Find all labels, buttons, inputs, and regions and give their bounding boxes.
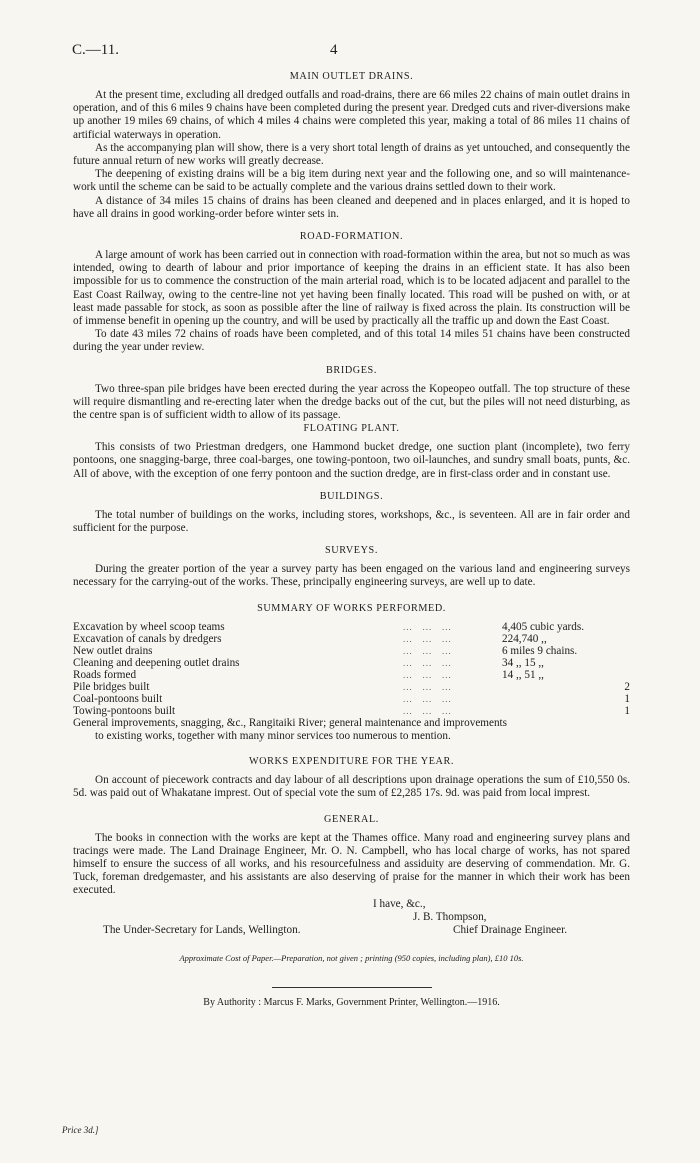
summary-general-line: General improvements, snagging, &c., Rangitaiki River; general maintenance and improvements [73, 716, 508, 729]
paragraph: On account of piecework contracts and day labour of all descriptions upon drainage operations the sum of £10,550 0s. 5d. was paid out of Whakatane imprest. Out of special vote the sum of £2,285 17s. 9d. was paid from local imprest. [73, 774, 630, 800]
heading-floating-plant: FLOATING PLANT. [303, 423, 400, 435]
paragraph: At the present time, excluding all dredged outfalls and road-drains, there are 66 miles 22 chains of main outlet drains in operation, and of this 6 miles 9 chains have been completed during the present year. Dredged cuts and river-diversions make up another 19 miles 69 chains, of which 4 miles 4 chains were completed this year, making a total of 86 miles 11 chains of artificial waterways in operation. [73, 89, 630, 141]
heading-surveys: SURVEYS. [325, 545, 378, 557]
heading-road-formation: ROAD-FORMATION. [299, 231, 404, 243]
table-row: Coal-pontoons built ... ... ... 1 [73, 692, 630, 705]
price-note: Price 3d.] [62, 1125, 99, 1135]
heading-general: GENERAL. [324, 813, 379, 825]
addressee: The Under-Secretary for Lands, Wellington. [103, 923, 301, 936]
paragraph: During the greater portion of the year a survey party has been engaged on the various land and engineering surveys necessary for the carrying-out of the works. These, principally engineering surveys, are well up to date. [73, 563, 630, 589]
row-label: Pile bridges built [73, 680, 150, 693]
row-label: New outlet drains [73, 644, 153, 657]
paragraph: To date 43 miles 72 chains of roads have been completed, and of this total 14 miles 51 chains have been constructed during the year under review. [73, 328, 630, 354]
page-number: 4 [330, 42, 338, 58]
heading-bridges: BRIDGES. [326, 364, 377, 376]
row-value: 1 [624, 692, 630, 705]
row-label: Roads formed [73, 668, 137, 681]
heading-summary: SUMMARY OF WORKS PERFORMED. [257, 602, 446, 614]
paragraph: Two three-span pile bridges have been erected during the year across the Kopeopeo outfall. The top structure of these will require dismantling and re-erecting later when the dredge backs out of the cut, but the piles will not need disturbing, as the centre span is of sufficient width to allow of its passage. [73, 382, 630, 422]
paragraph: A distance of 34 miles 15 chains of drains has been cleaned and deepened and in places enlarged, and it is hoped to have all drains in good working-order before winter sets in. [73, 194, 630, 220]
table-row: Roads formed ... ... ... 14 ,, 51 ,, [73, 669, 630, 681]
signature-name: J. B. Thompson, [413, 910, 487, 923]
signature-title: Chief Drainage Engineer. [453, 923, 568, 936]
summary-table [73, 621, 630, 717]
printer-imprint: By Authority : Marcus F. Marks, Government Printer, Wellington.—1916. [203, 996, 500, 1008]
table-row: Towing-pontoons built ... ... ... 1 [73, 704, 630, 717]
paragraph: The total number of buildings on the works, including stores, workshops, &c., is seventeen. All are in fair order and sufficient for the purpose. [73, 508, 630, 535]
document-body [73, 70, 630, 1009]
table-row: Pile bridges built ... ... ... 2 [73, 680, 630, 693]
table-row: New outlet drains ... ... ... 6 miles 9 chains. [73, 645, 630, 657]
row-value: 6 miles 9 chains. [502, 644, 578, 657]
row-value: 14 ,, 51 ,, [502, 668, 544, 681]
heading-buildings: BUILDINGS. [319, 490, 384, 502]
document-code: C.—11. [72, 42, 119, 58]
heading-expenditure: WORKS EXPENDITURE FOR THE YEAR. [248, 756, 455, 768]
paragraph: This consists of two Priestman dredgers, one Hammond bucket dredge, one suction plant (incomplete), two ferry pontoons, one snagging-barge, three coal-barges, one towing-pontoon, two oil-launches, and sundry small boats, punts, &c. All of above, with the exception of one ferry pontoon and the suction dredge, are in first-class order and in constant use. [73, 441, 630, 480]
row-value: 2 [624, 680, 630, 693]
table-row: Excavation by wheel scoop teams ... ... ... 4,405 cubic yards. [73, 621, 630, 633]
signature-closing: I have, &c., [373, 897, 426, 910]
row-label: Excavation of canals by dredgers [73, 632, 222, 645]
footer-divider [272, 987, 432, 988]
row-value: 34 ,, 15 ,, [502, 656, 544, 669]
cost-note: Approximate Cost of Paper.—Preparation, not given ; printing (950 copies, including plan), £10 10s. [179, 952, 524, 963]
paragraph: A large amount of work has been carried out in connection with road-formation within the area, but not so much as was intended, owing to dearth of labour and prior importance of keeping the drains in an efficient state. It has also been impossible for us to commence the construction of the main arterial road, which is to be located adjacent and parallel to the East Coast Railway, owing to the centre-line not yet having been finally located. This road will be pushed on with, or at least made passable for stock, as soon as possible after the line of railway is fixed across the plain. Its construction will be of immense benefit in opening up the country, and will be used by practically all the traffic up and down the East Coast. [73, 249, 630, 328]
row-value: 4,405 cubic yards. [502, 620, 585, 633]
row-label: Coal-pontoons built [73, 692, 163, 705]
row-value: 224,740 ,, [502, 632, 547, 645]
paragraph: The deepening of existing drains will be a big item during next year and the following one, and so will maintenance-work until the scheme can be said to be actually complete and the various drains settled down to their work. [73, 168, 630, 194]
heading-main-outlet: MAIN OUTLET DRAINS. [289, 71, 414, 82]
table-row: Cleaning and deepening outlet drains ... ... ... 34 ,, 15 ,, [73, 657, 630, 669]
row-label: Excavation by wheel scoop teams [73, 620, 225, 633]
paragraph: The books in connection with the works are kept at the Thames office. Many road and engineering survey plans and tracings were made. The Land Drainage Engineer, Mr. O. N. Campbell, who has local charge of works, has not spared himself to ensure the success of all works, and his resourcefulness and assiduity are deserving of commendation. Mr. G. Tuck, foreman dredgemaster, and his assistants are also deserving of praise for the manner in which their work has been executed. [73, 831, 630, 897]
paragraph: As the accompanying plan will show, there is a very short total length of drains as yet untouched, and consequently the future annual return of new works will greatly decrease. [73, 141, 630, 168]
signature-block [73, 898, 630, 950]
table-row: Excavation of canals by dredgers ... ... ... 224,740 ,, [73, 633, 630, 645]
summary-general-line: to existing works, together with many minor services too numerous to mention. [95, 729, 451, 742]
row-value: 1 [624, 704, 630, 717]
row-label: Cleaning and deepening outlet drains [73, 656, 240, 669]
row-label: Towing-pontoons built [73, 704, 176, 717]
